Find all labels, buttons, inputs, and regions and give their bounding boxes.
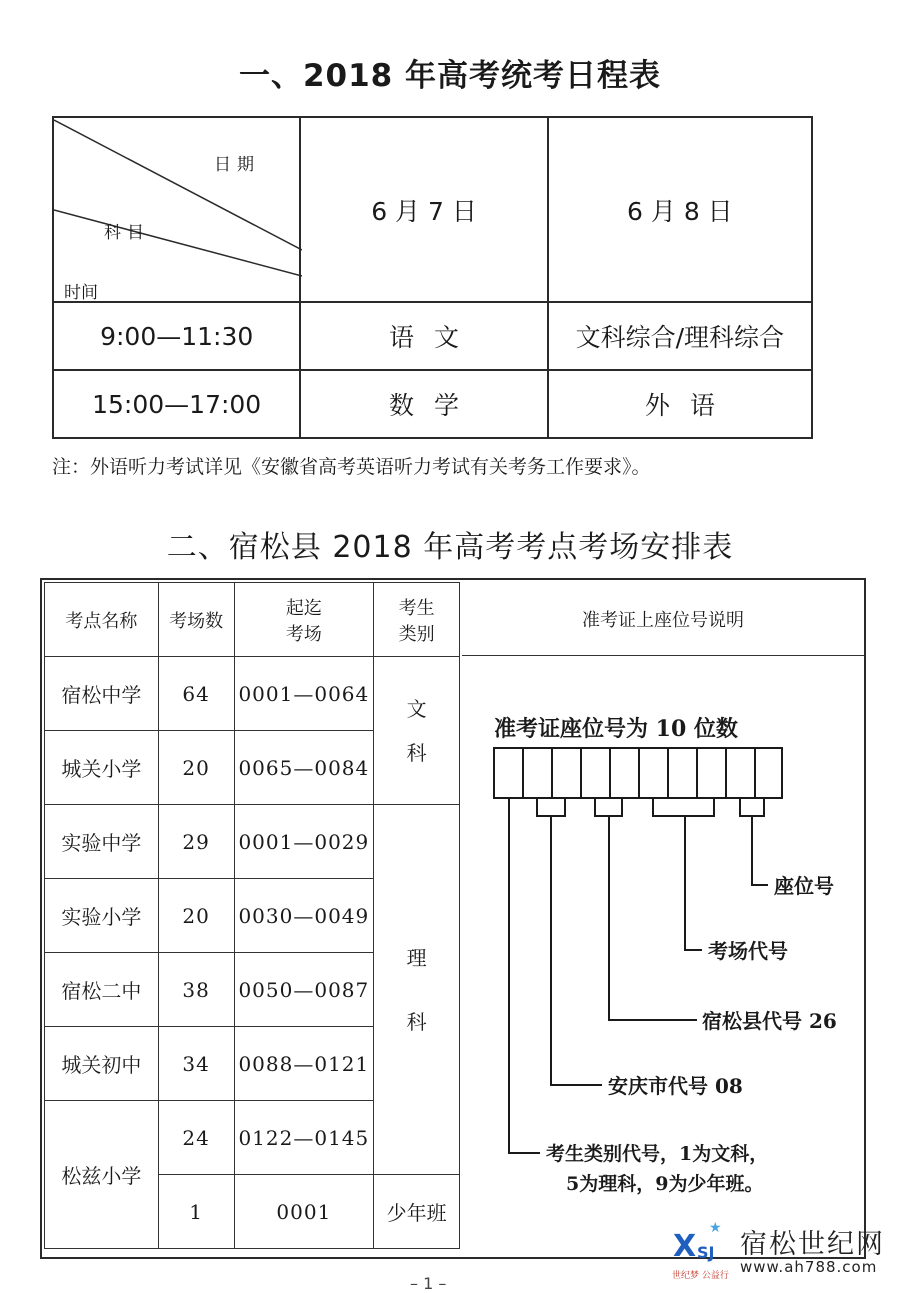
label-category-line2: 5为理科，9为少年班。 xyxy=(566,1173,764,1195)
header-range-line1: 起迄 xyxy=(285,597,322,619)
time-slot: 9:00—11:30 xyxy=(53,302,300,370)
table-row xyxy=(53,370,812,438)
room-range: 0050—0087 xyxy=(234,953,374,1027)
corner-label-time: 时间 xyxy=(64,283,98,303)
site-name: 城关初中 xyxy=(45,1027,159,1101)
room-count: 1 xyxy=(158,1175,234,1249)
subject-cell: 外语 xyxy=(548,370,812,438)
subject-cell: 语文 xyxy=(300,302,547,370)
header-range-line2: 考场 xyxy=(285,623,322,645)
site-name: 宿松二中 xyxy=(45,953,159,1027)
schedule-title: 一、2018 年高考统考日程表 xyxy=(238,58,662,94)
room-count: 29 xyxy=(158,805,234,879)
room-count: 38 xyxy=(158,953,234,1027)
category-li-char2: 科 xyxy=(406,1009,427,1034)
diagonal-header-cell xyxy=(53,117,300,302)
header-category xyxy=(374,583,460,657)
subject-cell: 文科综合/理科综合 xyxy=(548,302,812,370)
room-range: 0065—0084 xyxy=(234,731,374,805)
star-icon: ★ xyxy=(709,1220,722,1236)
label-city: 安庆市代号 08 xyxy=(608,1074,743,1098)
schedule-note: 注：外语听力考试详见《安徽省高考英语听力考试有关考务工作要求》。 xyxy=(52,456,651,478)
watermark-url: www.ah788.com xyxy=(740,1258,878,1276)
room-range: 0001 xyxy=(234,1175,374,1249)
label-county: 宿松县代号 26 xyxy=(702,1009,837,1033)
room-count: 20 xyxy=(158,731,234,805)
category-wen xyxy=(374,657,460,805)
logo-x-mark: X xyxy=(673,1229,697,1264)
diagonal-lines xyxy=(54,118,302,301)
table-row xyxy=(53,302,812,370)
arrangement-title: 二、宿松县 2018 年高考考点考场安排表 xyxy=(166,530,734,565)
date-header-2: 6 月 8 日 xyxy=(548,117,812,302)
page-number: – 1 – xyxy=(410,1274,447,1293)
seat-diagram-heading: 准考证座位号为 10 位数 xyxy=(494,716,738,742)
header-category-line2: 类别 xyxy=(398,623,435,645)
date-header-1: 6 月 7 日 xyxy=(300,117,547,302)
room-count: 20 xyxy=(158,879,234,953)
header-seat-explanation: 准考证上座位号说明 xyxy=(462,582,864,656)
site-name: 城关小学 xyxy=(45,731,159,805)
room-range: 0001—0064 xyxy=(234,657,374,731)
label-category-line1: 考生类别代号，1为文科， xyxy=(546,1143,769,1165)
room-count: 64 xyxy=(158,657,234,731)
room-count: 34 xyxy=(158,1027,234,1101)
site-name: 松兹小学 xyxy=(45,1101,159,1249)
category-wen-char2: 科 xyxy=(406,740,427,765)
room-range: 0001—0029 xyxy=(234,805,374,879)
subject-cell: 数学 xyxy=(300,370,547,438)
category-li xyxy=(374,805,460,1175)
time-slot: 15:00—17:00 xyxy=(53,370,300,438)
corner-label-date: 日期 xyxy=(214,155,260,175)
corner-label-subject: 科目 xyxy=(104,223,150,243)
room-range: 0122—0145 xyxy=(234,1101,374,1175)
site-name: 实验小学 xyxy=(45,879,159,953)
label-seat: 座位号 xyxy=(774,874,834,898)
digit-boxes xyxy=(494,748,782,798)
category-wen-char1: 文 xyxy=(406,696,427,721)
site-name: 宿松中学 xyxy=(45,657,159,731)
header-site: 考点名称 xyxy=(45,583,159,657)
header-count: 考场数 xyxy=(158,583,234,657)
header-range xyxy=(234,583,374,657)
room-count: 24 xyxy=(158,1101,234,1175)
seat-number-diagram xyxy=(462,660,862,1220)
watermark-slogan: 世纪梦 公益行 xyxy=(672,1271,729,1281)
exam-schedule-table xyxy=(52,116,813,439)
leader-lines xyxy=(509,798,768,1153)
category-junior: 少年班 xyxy=(374,1175,460,1249)
room-range: 0088—0121 xyxy=(234,1027,374,1101)
watermark-site-name: 宿松世纪网 xyxy=(740,1229,885,1260)
label-room: 考场代号 xyxy=(708,939,788,963)
exam-site-table xyxy=(44,582,460,1249)
table-row xyxy=(45,657,460,731)
logo-text: SJ xyxy=(697,1243,715,1262)
table-row xyxy=(45,805,460,879)
category-li-char1: 理 xyxy=(406,945,427,970)
site-name: 实验中学 xyxy=(45,805,159,879)
header-category-line1: 考生 xyxy=(398,597,435,619)
room-range: 0030—0049 xyxy=(234,879,374,953)
